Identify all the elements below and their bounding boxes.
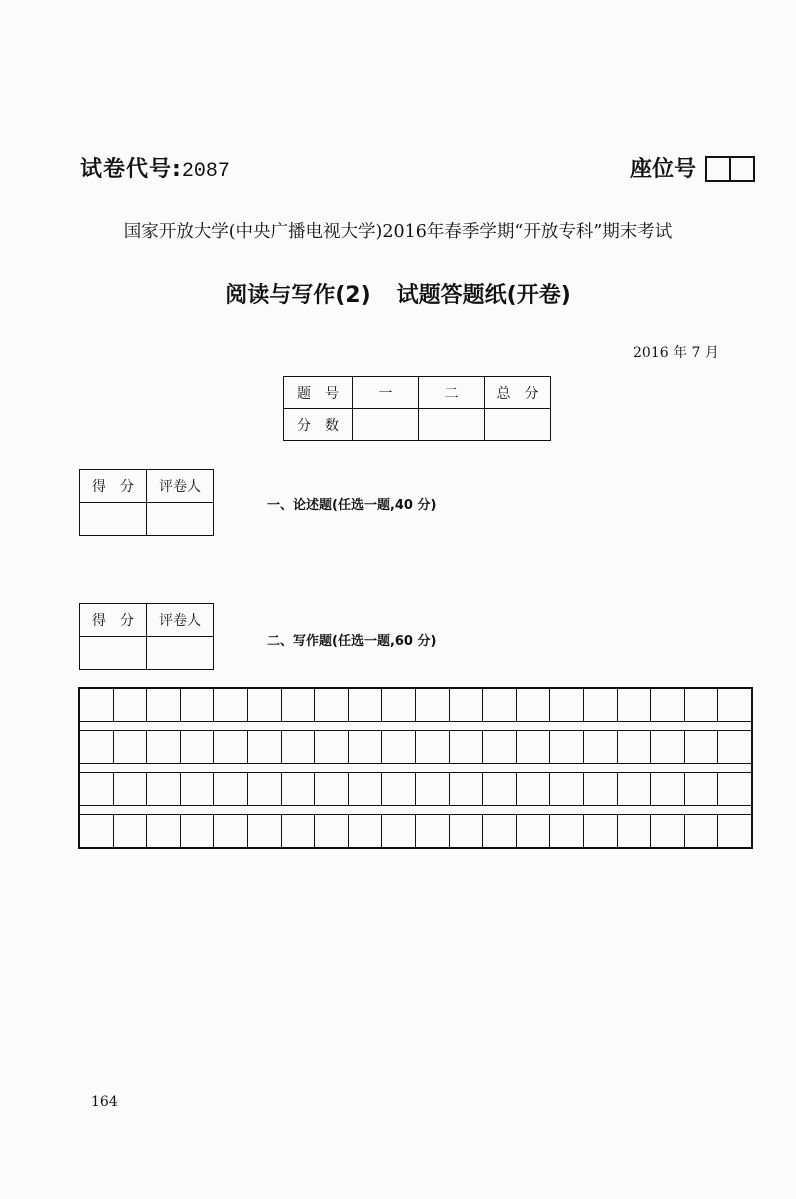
grid-row-separator [80,763,751,773]
page-title [0,278,796,309]
grid-cell[interactable] [146,731,180,763]
grader-box-q1 [79,469,214,536]
paper-code-value: 2087 [181,160,230,183]
grid-cell[interactable] [146,815,180,847]
grid-cell[interactable] [348,689,382,721]
grader-entry-cell[interactable] [147,637,214,670]
grid-cell[interactable] [381,773,415,805]
grid-row [80,815,751,847]
paper-code [80,152,230,183]
score-cell[interactable] [353,409,419,441]
grid-cell[interactable] [80,731,113,763]
grid-cell[interactable] [449,773,483,805]
grid-cell[interactable] [247,773,281,805]
grid-cell[interactable] [113,731,147,763]
grid-cell[interactable] [617,689,651,721]
grid-row-separator [80,805,751,815]
grid-cell[interactable] [415,773,449,805]
exam-heading: 国家开放大学(中央广播电视大学)2016年春季学期“开放专科”期末考试 [123,222,673,242]
score-cell[interactable] [419,409,485,441]
grid-cell[interactable] [449,731,483,763]
question-2-header: 二 [419,377,485,409]
grid-cell[interactable] [549,773,583,805]
grid-cell[interactable] [482,731,516,763]
page-number: 164 [91,1094,118,1110]
grid-cell[interactable] [549,689,583,721]
score-entry-cell[interactable] [80,637,147,670]
grid-cell[interactable] [247,731,281,763]
grid-cell[interactable] [113,773,147,805]
grid-cell[interactable] [583,773,617,805]
grid-cell[interactable] [348,815,382,847]
grid-cell[interactable] [516,773,550,805]
score-label: 得 分 [80,470,147,503]
grid-cell[interactable] [684,689,718,721]
grid-cell[interactable] [449,689,483,721]
grid-cell[interactable] [281,815,315,847]
grader-label: 评卷人 [147,470,214,503]
grid-cell[interactable] [583,815,617,847]
grid-cell[interactable] [180,773,214,805]
grid-cell[interactable] [583,731,617,763]
grid-cell[interactable] [348,773,382,805]
grader-entry-cell[interactable] [147,503,214,536]
grid-cell[interactable] [583,689,617,721]
grid-cell[interactable] [180,731,214,763]
grid-cell[interactable] [381,815,415,847]
grid-cell[interactable] [146,689,180,721]
grid-cell[interactable] [717,689,751,721]
seat-box[interactable] [729,158,753,180]
grid-cell[interactable] [415,731,449,763]
score-table-header-row [284,377,551,409]
grid-cell[interactable] [281,689,315,721]
grid-cell[interactable] [684,773,718,805]
grid-cell[interactable] [80,689,113,721]
grid-cell[interactable] [381,689,415,721]
seat-number-label: 座位号 [630,157,697,182]
grid-cell[interactable] [146,773,180,805]
grid-cell[interactable] [314,815,348,847]
grid-cell[interactable] [516,815,550,847]
grid-cell[interactable] [650,773,684,805]
grid-cell[interactable] [180,689,214,721]
paper-code-label: 试卷代号: [80,157,182,182]
grid-cell[interactable] [482,815,516,847]
seat-box[interactable] [707,158,729,180]
total-header: 总 分 [485,377,551,409]
grid-cell[interactable] [516,731,550,763]
course-name: 阅读与写作(2) [225,283,371,308]
section-2-heading: 二、写作题(任选一题,60 分) [267,634,437,649]
grid-cell[interactable] [617,815,651,847]
grid-cell[interactable] [213,773,247,805]
grid-cell[interactable] [314,773,348,805]
grid-cell[interactable] [717,731,751,763]
grid-cell[interactable] [617,731,651,763]
grid-cell[interactable] [549,815,583,847]
grid-cell[interactable] [80,815,113,847]
grid-cell[interactable] [314,689,348,721]
score-table-score-row [284,409,551,441]
grid-cell[interactable] [617,773,651,805]
grid-cell[interactable] [549,731,583,763]
grader-label: 评卷人 [147,604,214,637]
grid-cell[interactable] [717,815,751,847]
grid-cell[interactable] [80,773,113,805]
grid-cell[interactable] [113,815,147,847]
grid-cell[interactable] [650,815,684,847]
answer-sheet-title: 试题答题纸(开卷) [396,283,571,308]
grid-cell[interactable] [684,731,718,763]
grid-cell[interactable] [650,731,684,763]
score-cell[interactable] [485,409,551,441]
grid-cell[interactable] [213,689,247,721]
grid-cell[interactable] [281,773,315,805]
score-table [283,376,551,441]
grid-row [80,689,751,721]
grid-cell[interactable] [482,689,516,721]
grid-cell[interactable] [650,689,684,721]
score-entry-cell[interactable] [80,503,147,536]
grid-cell[interactable] [717,773,751,805]
question-number-header: 题 号 [284,377,353,409]
score-row-label: 分 数 [284,409,353,441]
grid-cell[interactable] [213,815,247,847]
grid-cell[interactable] [247,815,281,847]
grid-cell[interactable] [449,815,483,847]
section-1-heading: 一、论述题(任选一题,40 分) [267,498,437,513]
seat-number-boxes[interactable] [705,156,755,182]
grid-cell[interactable] [516,689,550,721]
grid-cell[interactable] [381,731,415,763]
grid-cell[interactable] [281,731,315,763]
grid-cell[interactable] [113,689,147,721]
grader-box-q2 [79,603,214,670]
question-1-header: 一 [353,377,419,409]
grid-cell[interactable] [314,731,348,763]
grid-cell[interactable] [684,815,718,847]
grid-cell[interactable] [213,731,247,763]
grid-cell[interactable] [180,815,214,847]
grid-cell[interactable] [247,689,281,721]
writing-grid[interactable] [78,687,753,849]
grid-row [80,731,751,763]
grid-row-separator [80,721,751,731]
grid-row [80,773,751,805]
grid-cell[interactable] [482,773,516,805]
score-label: 得 分 [80,604,147,637]
grid-cell[interactable] [348,731,382,763]
grid-cell[interactable] [415,815,449,847]
grid-cell[interactable] [415,689,449,721]
exam-date: 2016 年 7 月 [633,345,719,361]
